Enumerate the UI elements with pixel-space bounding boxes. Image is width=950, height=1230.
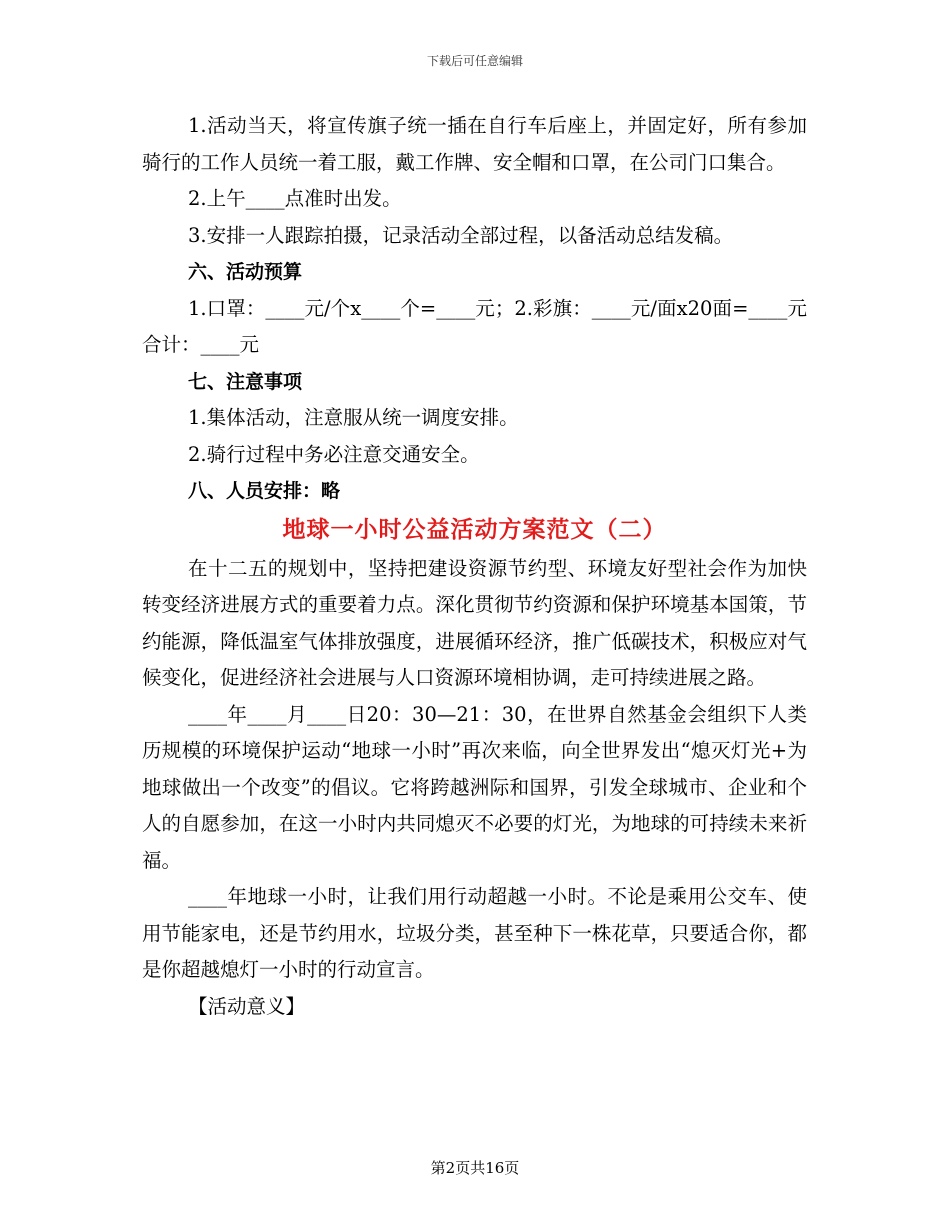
document-title: 地球一小时公益活动方案范文（二） bbox=[282, 516, 667, 543]
paragraph-3: 3.安排一人跟踪拍摄，记录活动全部过程，以备活动总结发稿。 bbox=[188, 223, 734, 247]
paragraph-8: ____年____月____日20：30—21：30，在世界自然基金会组织下人类历规模的环境保护运动“地球一小时”再次来临，向全世界发出“熄灭灯光+为地球做出一个改变”的倡议。它将跨越洲际和国界，引发全球城市、企业和个人的自愿参加，在这一小时内共同熄灭不必要的灯光，为地球的可持续未来祈福。 bbox=[142, 702, 807, 872]
section-heading-7: 七、注意事项 bbox=[188, 370, 303, 393]
paragraph-5: 1.集体活动，注意服从统一调度安排。 bbox=[188, 406, 519, 429]
page-footer: 第2页共16页 bbox=[430, 1159, 520, 1177]
document-body bbox=[142, 108, 807, 1025]
page-header: 下载后可任意编辑 bbox=[426, 54, 523, 68]
paragraph-9: ____年地球一小时，让我们用行动超越一小时。不论是乘用公交车、使用节能家电，还是节约用水，垃圾分类，甚至种下一株花草，只要适合你，都是你超越熄灯一小时的行动宣言。 bbox=[142, 885, 807, 981]
section-heading-6: 六、活动预算 bbox=[188, 261, 303, 283]
paragraph-10: 【活动意义】 bbox=[188, 994, 306, 1018]
budget-paragraph: 1.口罩：____元/个x____个=____元；2.彩旗：____元/面x20面=____元合计：____元 bbox=[142, 296, 807, 356]
paragraph-7: 在十二五的规划中，坚持把建设资源节约型、环境友好型社会作为加快转变经济进展方式的重要着力点。深化贯彻节约资源和保护环境基本国策，节约能源，降低温室气体排放强度，进展循环经济，推广低碳技术，积极应对气候变化，促进经济社会进展与人口资源环境相协调，走可持续进展之路。 bbox=[142, 556, 807, 689]
paragraph-2: 2.上午____点准时出发。 bbox=[188, 187, 402, 210]
section-heading-8: 八、人员安排：略 bbox=[188, 480, 341, 502]
paragraph-1: 1.活动当天，将宣传旗子统一插在自行车后座上，并固定好，所有参加骑行的工作人员统一着工服，戴工作牌、安全帽和口罩，在公司门口集合。 bbox=[142, 114, 807, 174]
paragraph-6: 2.骑行过程中务必注意交通安全。 bbox=[188, 442, 480, 466]
